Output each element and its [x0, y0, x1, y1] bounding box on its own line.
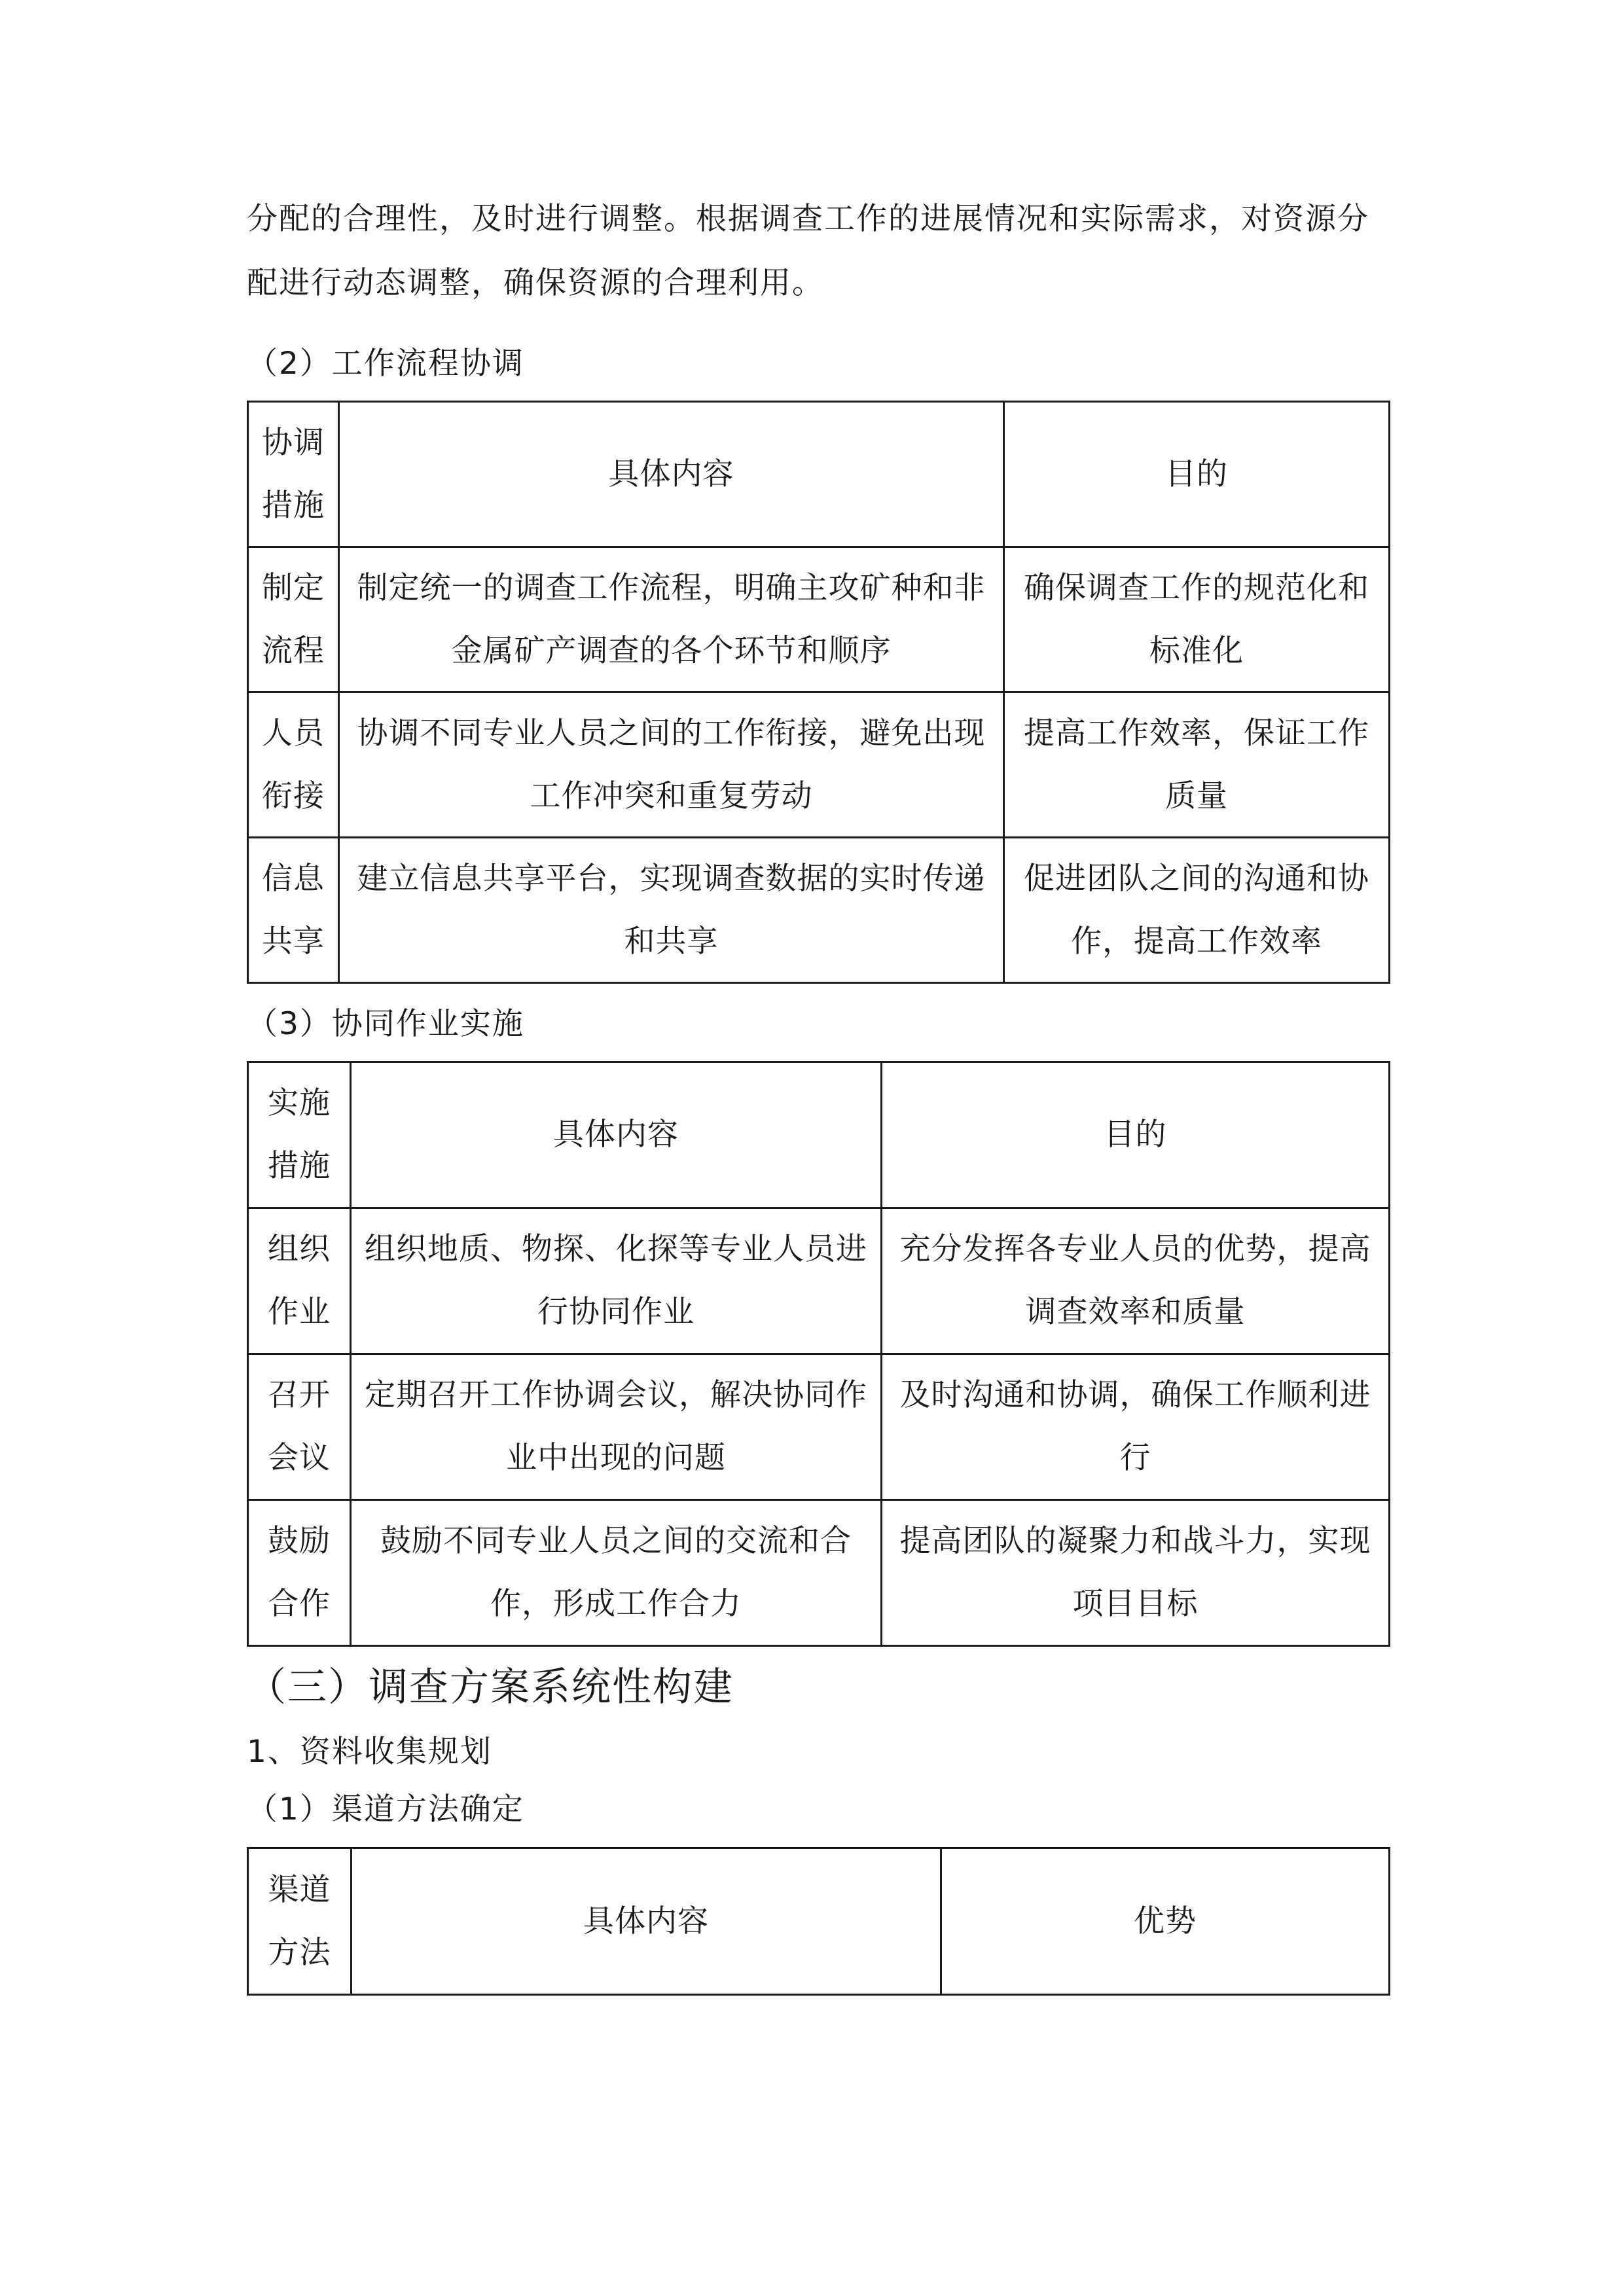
workflow-coordination-table: [247, 401, 1390, 984]
chapter-heading: （三）调查方案系统性构建: [247, 1664, 734, 1710]
table-row: [248, 838, 1390, 983]
table-row: [248, 1500, 1390, 1646]
table-header-cell: 优势: [941, 1848, 1390, 1995]
table-cell: 组织地质、物探、化探等专业人员进行协同作业: [351, 1208, 882, 1354]
table-cell: 制定统一的调查工作流程，明确主攻矿种和非金属矿产调查的各个环节和顺序: [339, 547, 1004, 692]
table-cell: 制定流程: [248, 547, 339, 692]
table-cell: 召开会议: [248, 1354, 351, 1500]
table-cell: 定期召开工作协调会议，解决协同作业中出现的问题: [351, 1354, 882, 1500]
section-heading-collaboration: （3）协同作业实施: [247, 1006, 524, 1042]
table-header-cell: 实施措施: [248, 1062, 351, 1208]
table-cell: 充分发挥各专业人员的优势，提高调查效率和质量: [882, 1208, 1390, 1354]
table-cell: 促进团队之间的沟通和协作，提高工作效率: [1004, 838, 1390, 983]
table-header-cell: 具体内容: [351, 1062, 882, 1208]
table-cell: 鼓励不同专业人员之间的交流和合作，形成工作合力: [351, 1500, 882, 1646]
table-cell: 组织作业: [248, 1208, 351, 1354]
table-cell: 人员衔接: [248, 692, 339, 838]
subsection-heading: 1、资料收集规划: [247, 1734, 492, 1770]
table-header-cell: 具体内容: [352, 1848, 941, 1995]
table-row: [248, 547, 1390, 692]
table-cell: 建立信息共享平台，实现调查数据的实时传递和共享: [339, 838, 1004, 983]
table-header-row: [248, 1848, 1390, 1995]
table-header-cell: 渠道方法: [248, 1848, 352, 1995]
table-header-row: [248, 402, 1390, 547]
table-cell: 提高团队的凝聚力和战斗力，实现项目目标: [882, 1500, 1390, 1646]
table-header-cell: 目的: [1004, 402, 1390, 547]
table-cell: 及时沟通和协调，确保工作顺利进行: [882, 1354, 1390, 1500]
section-heading-workflow: （2）工作流程协调: [247, 346, 524, 382]
table-cell: 协调不同专业人员之间的工作衔接，避免出现工作冲突和重复劳动: [339, 692, 1004, 838]
table-cell: 鼓励合作: [248, 1500, 351, 1646]
intro-paragraph: 分配的合理性，及时进行调整。根据调查工作的进展情况和实际需求，对资源分配进行动态调整，确保资源的合理利用。: [247, 201, 1369, 301]
table-header-cell: 目的: [882, 1062, 1390, 1208]
table-row: [248, 1354, 1390, 1500]
collaboration-table: [247, 1061, 1390, 1647]
table-cell: 提高工作效率，保证工作质量: [1004, 692, 1390, 838]
table-cell: 信息共享: [248, 838, 339, 983]
table-row: [248, 1208, 1390, 1354]
table-header-cell: 协调措施: [248, 402, 339, 547]
channel-method-table: [247, 1847, 1390, 1996]
table-cell: 确保调查工作的规范化和标准化: [1004, 547, 1390, 692]
table-header-cell: 具体内容: [339, 402, 1004, 547]
table-row: [248, 692, 1390, 838]
section-heading-channels: （1）渠道方法确定: [247, 1791, 524, 1827]
table-header-row: [248, 1062, 1390, 1208]
